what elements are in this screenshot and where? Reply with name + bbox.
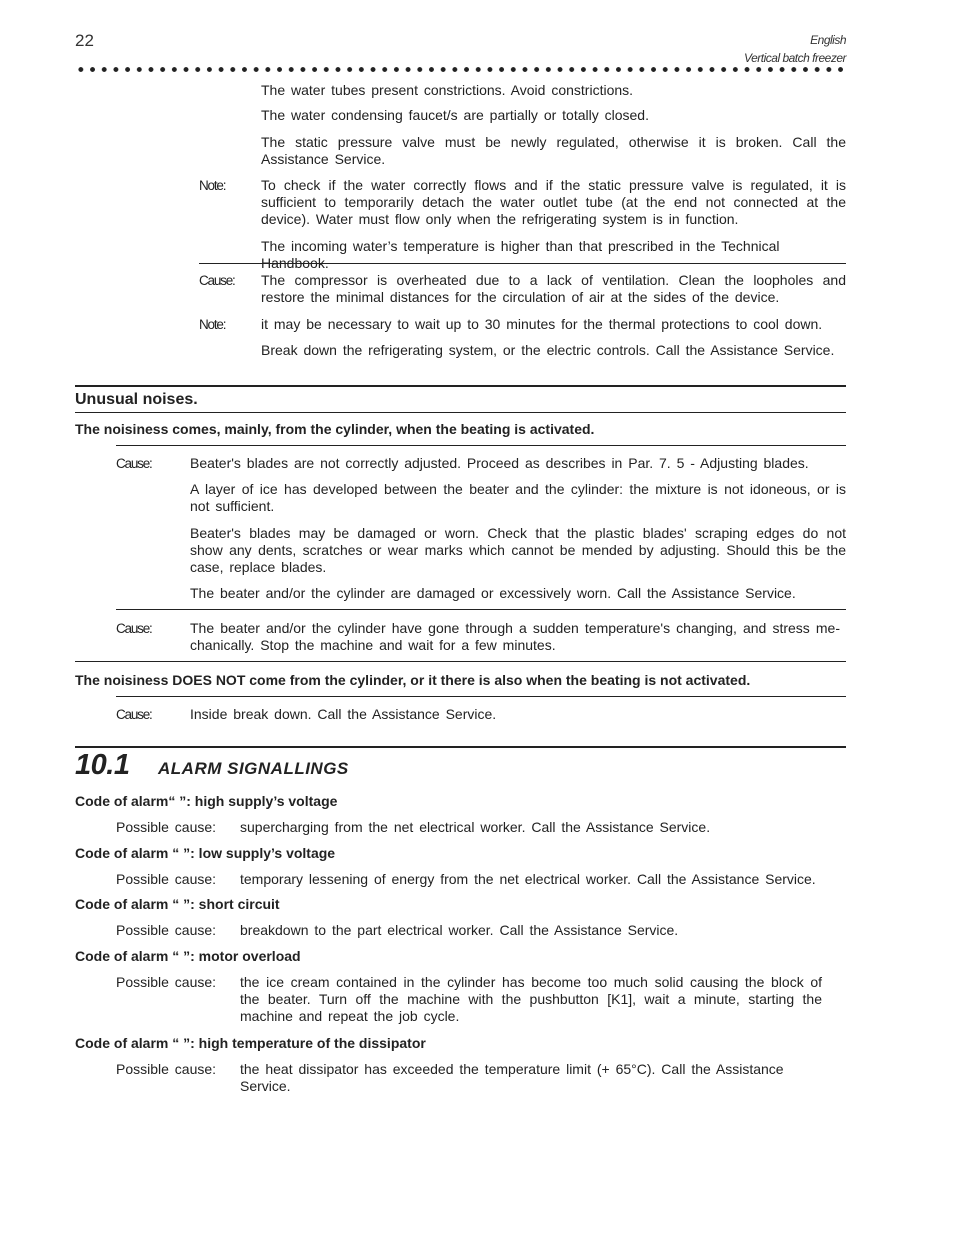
paragraph-blades-damaged: Beater's blades may be damaged or worn. Check that the plastic blades' scraping edges do not show any dents, scratches or wear marks which cannot be mended by adjusting. Should this be the case, replace blades. [190, 525, 846, 575]
possible-cause-label: Possible cause: [116, 871, 217, 887]
possible-cause-text: supercharging from the net electrical worker. Call the Assistance Service. [240, 819, 711, 835]
section-title-unusual-noises: Unusual noises. [75, 391, 198, 408]
possible-cause-label: Possible cause: [116, 974, 217, 990]
alarm-code-heading: Code of alarm “ ”: motor overload [75, 948, 301, 964]
alarm-code-heading: Code of alarm“ ”: high supply’s voltage [75, 793, 338, 809]
cause-text: The beater and/or the cylinder have gone through a sudden temperature's changing, and stress me-chanically. Stop the machine and wait for a few minutes. [190, 620, 840, 653]
paragraph-water-tubes: The water tubes present constrictions. Avoid constrictions. [261, 82, 634, 98]
alarm-code-heading: Code of alarm “ ”: short circuit [75, 896, 280, 912]
note-label: Note: [199, 178, 226, 193]
paragraph-static-valve: The static pressure valve must be newly regulated, otherwise it is broken. Call the Assistance Service. [261, 134, 846, 167]
possible-cause-label: Possible cause: [116, 819, 217, 835]
subtitle-noise-not-cylinder: The noisiness DOES NOT come from the cylinder, or it there is also when the beating is not activated. [75, 672, 751, 688]
note-text: it may be necessary to wait up to 30 minutes for the thermal protections to cool down. [261, 316, 823, 332]
divider [116, 696, 846, 697]
divider [75, 412, 846, 413]
divider [116, 445, 846, 446]
paragraph-beater-worn: The beater and/or the cylinder are damaged or excessively worn. Call the Assistance Service. [190, 585, 796, 601]
alarm-code-heading: Code of alarm “ ”: low supply’s voltage [75, 845, 336, 861]
possible-cause-text: temporary lessening of energy from the net electrical worker. Call the Assistance Service. [240, 871, 816, 887]
header-product: Vertical batch freezer [744, 51, 846, 65]
header-language: English [810, 33, 846, 47]
divider [75, 661, 846, 662]
paragraph-water-temperature: The incoming water’s temperature is higher than that prescribed in the Technical Handbook. [261, 238, 780, 271]
cause-label: Cause: [116, 707, 152, 722]
section-divider [75, 385, 846, 387]
chapter-number: 10.1 [75, 749, 130, 781]
possible-cause-text: the heat dissipator has exceeded the temperature limit (+ 65°C). Call the Assistance Service. [240, 1061, 784, 1094]
paragraph-faucet: The water condensing faucet/s are partially or totally closed. [261, 107, 649, 123]
page-number: 22 [75, 31, 94, 50]
possible-cause-label: Possible cause: [116, 1061, 217, 1077]
paragraph-breakdown: Break down the refrigerating system, or the electric controls. Call the Assistance Service. [261, 342, 835, 358]
possible-cause-label: Possible cause: [116, 922, 217, 938]
possible-cause-text: breakdown to the part electrical worker. Call the Assistance Service. [240, 922, 679, 938]
cause-text: The compressor is overheated due to a lack of ventilation. Clean the loopholes and restore the minimal distances for the circulation of air at the sides of the device. [261, 272, 846, 305]
cause-label: Cause: [116, 621, 152, 636]
cause-label: Cause: [199, 273, 235, 288]
paragraph-ice-layer: A layer of ice has developed between the beater and the cylinder: the mixture is not idoneous, or is not sufficient. [190, 481, 846, 514]
divider [199, 263, 846, 264]
divider [116, 609, 846, 610]
cause-label: Cause: [116, 456, 152, 471]
possible-cause-text: the ice cream contained in the cylinder has become too much solid causing the block of the beater. Turn off the machine with the pushbutton [K1], wait a minute, starting the machine and repeat the job cycle. [240, 974, 822, 1024]
subtitle-noise-from-cylinder: The noisiness comes, mainly, from the cylinder, when the beating is activated. [75, 421, 595, 437]
alarm-code-heading: Code of alarm “ ”: high temperature of the dissipator [75, 1035, 426, 1051]
section-divider [75, 746, 846, 748]
note-text: To check if the water correctly flows and if the static pressure valve is regulated, it is sufficient to temporarily detach the water outlet tube (at the end not connected at the device). Water must flow only when the refrigerating system is in function. [261, 177, 846, 227]
note-label: Note: [199, 317, 226, 332]
cause-text: Beater's blades are not correctly adjusted. Proceed as describes in Par. 7. 5 - Adjusting blades. [190, 455, 809, 471]
chapter-title: ALARM SIGNALLINGS [158, 759, 349, 778]
cause-text: Inside break down. Call the Assistance Service. [190, 706, 497, 722]
dotted-divider [75, 67, 847, 72]
